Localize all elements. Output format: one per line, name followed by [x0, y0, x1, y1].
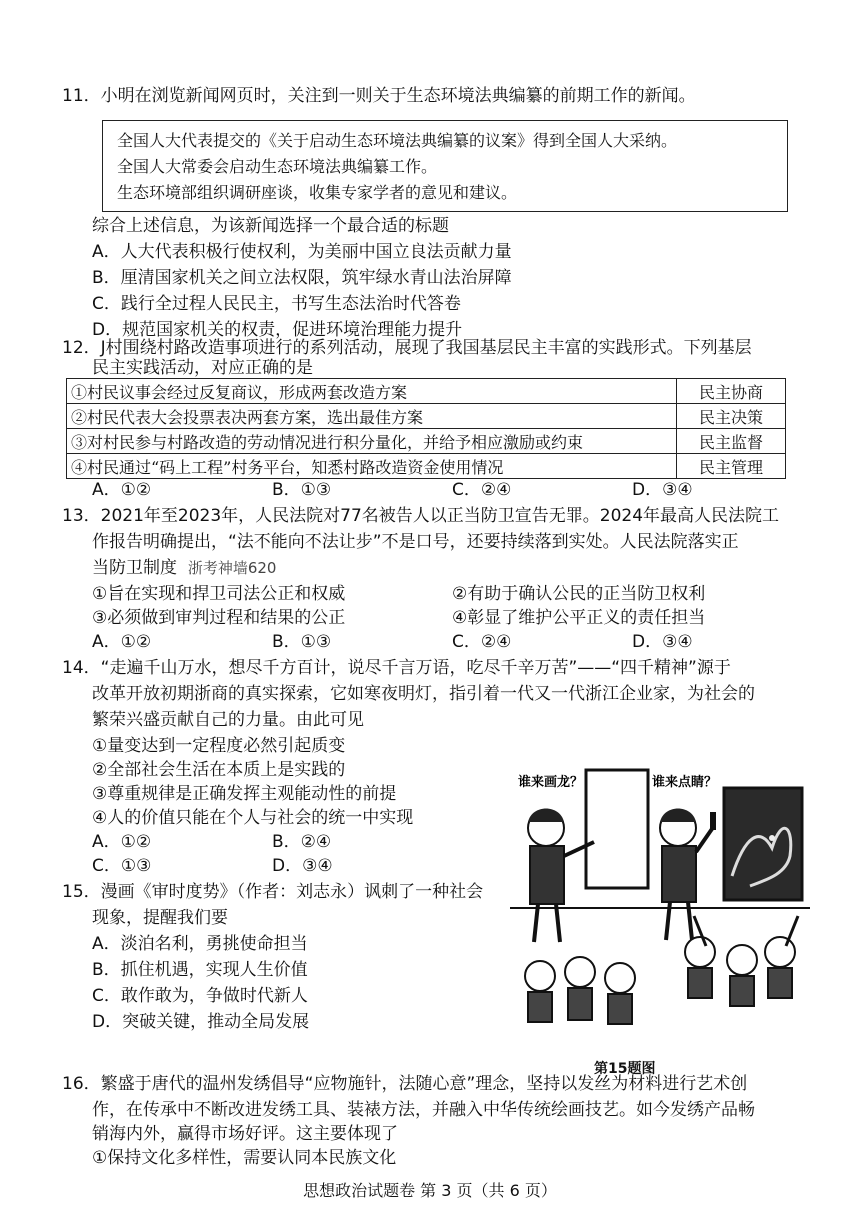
- q12-row-4-tag: 民主管理: [677, 454, 786, 479]
- q14-statement-2: ②全部社会生活在本质上是实践的: [92, 760, 346, 780]
- q12-row-1-tag: 民主协商: [677, 379, 786, 404]
- empty-frame: [586, 770, 648, 888]
- q12-stem-line-2: 民主实践活动，对应正确的是: [92, 358, 313, 378]
- q14-line-3: 繁荣兴盛贡献自己的力量。由此可见: [92, 710, 364, 730]
- q12-row-3-text: ③对村民参与村路改造的劳动情况进行积分量化，并给予相应激励或约束: [67, 429, 677, 454]
- q14-statement-1: ①量变达到一定程度必然引起质变: [92, 736, 346, 756]
- q12-table: [66, 378, 786, 479]
- q12-row-2-text: ②村民代表大会投票表决两套方案，选出最佳方案: [67, 404, 677, 429]
- table-row: [67, 454, 786, 479]
- q15-option-c[interactable]: C．敢作敢为，争做时代新人: [92, 986, 308, 1006]
- q16-line-1: 16．繁盛于唐代的温州发绣倡导“应物施针，法随心意”理念，坚持以发丝为材料进行艺术创: [62, 1074, 748, 1094]
- table-row: [67, 404, 786, 429]
- q16-statement-1: ①保持文化多样性，需要认同本民族文化: [92, 1148, 397, 1168]
- q12-row-3-tag: 民主监督: [677, 429, 786, 454]
- q13-option-b[interactable]: B．①③: [272, 632, 332, 652]
- q15-line-1: 15．漫画《审时度势》（作者：刘志永）讽刺了一种社会: [62, 882, 484, 902]
- q11-option-c[interactable]: C．践行全过程人民民主，书写生态法治时代答卷: [92, 294, 461, 314]
- q12-option-c[interactable]: C．②④: [452, 480, 512, 500]
- q13-option-d[interactable]: D．③④: [632, 632, 693, 652]
- q15-option-d[interactable]: D．突破关键，推动全局发展: [92, 1012, 310, 1032]
- table-row: [67, 429, 786, 454]
- q11-stem: 11．小明在浏览新闻网页时，关注到一则关于生态环境法典编纂的前期工作的新闻。: [62, 86, 696, 106]
- q11-box-line-3: 生态环境部组织调研座谈，收集专家学者的意见和建议。: [117, 183, 518, 202]
- q11-box-line-1: 全国人大代表提交的《关于启动生态环境法典编纂的议案》得到全国人大采纳。: [117, 131, 678, 150]
- q14-statement-4: ④人的价值只能在个人与社会的统一中实现: [92, 808, 414, 828]
- q12-option-b[interactable]: B．①③: [272, 480, 332, 500]
- q11-news-box: [102, 120, 788, 212]
- page-footer: 思想政治试题卷 第 3 页（共 6 页）: [303, 1181, 557, 1200]
- q15-option-b[interactable]: B．抓住机遇，实现人生价值: [92, 960, 308, 980]
- q13-option-a[interactable]: A．①②: [92, 632, 152, 652]
- q13-line-3-text: 当防卫制度: [92, 558, 177, 578]
- q14-statement-3: ③尊重规律是正确发挥主观能动性的前提: [92, 784, 397, 804]
- table-row: [67, 379, 786, 404]
- q14-option-b[interactable]: B．②④: [272, 832, 332, 852]
- watermark: 浙考神墙620: [187, 559, 277, 577]
- bubble-left: 谁来画龙？: [518, 775, 584, 790]
- q15-option-a[interactable]: A．淡泊名利，勇挑使命担当: [92, 934, 308, 954]
- q14-line-2: 改革开放初期浙商的真实探索，它如寒夜明灯，指引着一代又一代浙江企业家，为社会的: [92, 684, 755, 704]
- q12-row-2-tag: 民主决策: [677, 404, 786, 429]
- q12-row-4-text: ④村民通过“码上工程”村务平台，知悉村路改造资金使用情况: [67, 454, 677, 479]
- q12-option-a[interactable]: A．①②: [92, 480, 152, 500]
- q11-option-b[interactable]: B．厘清国家机关之间立法权限，筑牢绿水青山法治屏障: [92, 268, 512, 288]
- q16-line-3: 销海内外，赢得市场好评。这主要体现了: [92, 1124, 398, 1144]
- q13-statement-3: ③必须做到审判过程和结果的公正: [92, 608, 346, 628]
- q13-statement-1: ①旨在实现和捍卫司法公正和权威: [92, 584, 346, 604]
- q15-line-2: 现象，提醒我们要: [92, 908, 228, 928]
- q15-cartoon: [510, 756, 810, 1046]
- q15-figure-caption: 第15题图: [594, 1061, 656, 1077]
- q11-box-line-2: 全国人大常委会启动生态环境法典编纂工作。: [117, 157, 438, 176]
- q14-line-1: 14．“走遍千山万水，想尽千方百计，说尽千言万语，吃尽千辛万苦”——“四千精神”源于: [62, 658, 731, 678]
- q11-prompt: 综合上述信息，为该新闻选择一个最合适的标题: [92, 216, 449, 236]
- q16-line-2: 作，在传承中不断改进发绣工具、装裱方法，并融入中华传统绘画技艺。如今发绣产品畅: [92, 1100, 755, 1120]
- q13-line-1: 13．2021年至2023年，人民法院对77名被告人以正当防卫宣告无罪。2024年最高人民法院工: [62, 506, 780, 526]
- q14-option-a[interactable]: A．①②: [92, 832, 152, 852]
- q13-statement-4: ④彰显了维护公平正义的责任担当: [452, 608, 706, 628]
- q12-stem-line-1: 12．J村围绕村路改造事项进行的系列活动，展现了我国基层民主丰富的实践形式。下列基层: [62, 338, 752, 358]
- q14-option-c[interactable]: C．①③: [92, 856, 152, 876]
- q14-option-d[interactable]: D．③④: [272, 856, 333, 876]
- q12-option-d[interactable]: D．③④: [632, 480, 693, 500]
- q13-option-c[interactable]: C．②④: [452, 632, 512, 652]
- q11-option-d[interactable]: D．规范国家机关的权责，促进环境治理能力提升: [92, 320, 463, 340]
- q12-row-1-text: ①村民议事会经过反复商议，形成两套改造方案: [67, 379, 677, 404]
- bubble-right: 谁来点睛？: [652, 775, 718, 790]
- q13-statement-2: ②有助于确认公民的正当防卫权利: [452, 584, 706, 604]
- q13-line-2: 作报告明确提出，“法不能向不法让步”不是口号，还要持续落到实处。人民法院落实正: [92, 532, 739, 552]
- q13-line-3: [92, 556, 276, 580]
- q11-option-a[interactable]: A．人大代表积极行使权利，为美丽中国立良法贡献力量: [92, 242, 512, 262]
